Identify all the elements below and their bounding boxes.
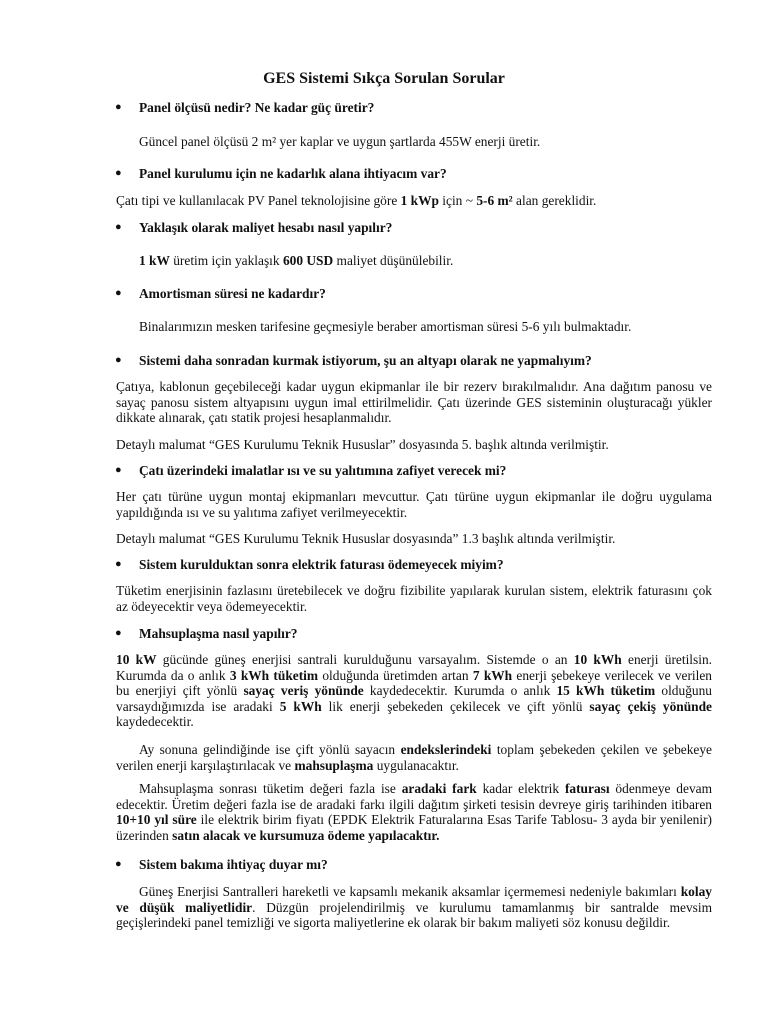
answer-text: gücünde güneş enerjisi santrali kurulduğunu varsayalım. Sistemde o an (156, 652, 574, 667)
answer-text: ödenmeye devam edecektir. Üretim değeri fazla ise de aradaki farkı ilgili dağıtım şirketi tesisin devreye giriş tarihinden itibaren (116, 781, 713, 812)
answer-invoice: Tüketim enerjisinin fazlasını üretebilecek ve doğru fizibilite yapılarak kurulan sistem, elektrik faturasını çok az ödeyecektir veya ödemeyecektir. (116, 583, 712, 614)
answer-maintenance (116, 884, 712, 931)
question-cost: Yaklaşık olarak maliyet hesabı nasıl yapılır? (139, 220, 393, 235)
answer-emphasis: 5-6 m² (476, 193, 513, 208)
answer-emphasis: 5 kWh (279, 698, 322, 714)
answer-text: alan gereklidir. (512, 193, 597, 208)
answer-text: Ay sonuna gelindiğinde ise çift yönlü sayacın (139, 742, 401, 757)
answer-infrastructure-details: Detaylı malumat “GES Kurulumu Teknik Hususlar” dosyasında 5. başlık altında verilmiştir. (116, 437, 609, 452)
answer-text: kaydedecektir. Kurumda o anlık (363, 683, 557, 699)
question-maintenance: Sistem bakıma ihtiyaç duyar mı? (139, 857, 328, 872)
answer-emphasis: sayaç veriş yönünde (243, 683, 364, 699)
answer-emphasis: mahsuplaşma (294, 757, 374, 773)
answer-text: enerji şebekeye verilecek ve verilen bu enerjiyi çift yönlü (116, 667, 713, 699)
answer-netting-month-end (116, 742, 712, 773)
answer-emphasis: 10+10 yıl süre (116, 812, 197, 828)
answer-netting-after (116, 781, 712, 843)
answer-emphasis: sayaç çekiş yönünde (589, 698, 713, 714)
answer-text: uygulanacaktır. (373, 757, 459, 773)
question-netting: Mahsuplaşma nasıl yapılır? (139, 626, 298, 641)
answer-emphasis: faturası (564, 781, 610, 796)
bullet-icon: ● (115, 101, 122, 113)
answer-cost (139, 253, 712, 269)
answer-emphasis: 3 kWh tüketim (229, 667, 319, 683)
question-insulation: Çatı üzerindeki imalatlar ısı ve su yalıtımına zafiyet verecek mi? (139, 463, 507, 478)
bullet-icon: ● (115, 464, 122, 476)
question-area-needed: Panel kurulumu için ne kadarlık alana ihtiyacım var? (139, 166, 447, 181)
answer-emphasis: 10 kW (116, 652, 157, 667)
answer-emphasis: kolay ve düşük maliyetlidir (116, 884, 712, 915)
answer-text: Mahsuplaşma sonrası tüketim değeri fazla ise (139, 781, 402, 796)
answer-insulation: Her çatı türüne uygun montaj ekipmanları mevcuttur. Çatı türüne uygun ekipmanlar ile doğru uygulama yapıldığında ısı ve su yalıtıma zafiyet verilmeyecektir. (116, 489, 712, 520)
answer-emphasis: 7 kWh (472, 667, 513, 683)
bullet-icon: ● (115, 354, 122, 366)
bullet-icon: ● (115, 221, 122, 233)
bullet-icon: ● (115, 627, 122, 639)
question-invoice: Sistem kurulduktan sonra elektrik faturası ödemeyecek miyim? (139, 557, 504, 572)
answer-text: maliyet düşünülebilir. (333, 253, 454, 268)
answer-emphasis: 1 kWp (400, 193, 439, 208)
answer-text: Güneş Enerjisi Santralleri hareketli ve kapsamlı mekanik aksamlar içermemesi nedeniyle bakımları (139, 884, 681, 899)
answer-emphasis: 15 kWh tüketim (556, 683, 656, 699)
answer-text: Çatı tipi ve kullanılacak PV Panel teknolojisine göre (116, 193, 401, 208)
answer-amortization: Binalarımızın mesken tarifesine geçmesiyle beraber amortisman süresi 5-6 yılı bulmaktadır. (139, 319, 632, 334)
answer-text: üretim için yaklaşık (169, 253, 283, 268)
answer-text: toplam şebekeden çekilen ve şebekeye verilen enerji karşılaştırılacak ve (116, 742, 712, 773)
answer-netting-example (116, 652, 712, 730)
bullet-icon: ● (115, 558, 122, 570)
answer-area-needed (116, 193, 712, 209)
answer-emphasis: satın alacak ve kursumuza ödeme yapılacaktır. (172, 827, 440, 843)
answer-text: için ~ (438, 193, 477, 208)
answer-infrastructure: Çatıya, kablonun geçebileceği kadar uygun ekipmanlar ile bir rezerv bırakılmalıdır. Ana dağıtım panosu ve sayaç panosu sistem altyapısını uygun imal ettirilmelidir. Çatı üzerinde GES sisteminin oluşturacağı yükler dikkate alınarak, çatı statik projesi hesaplanmalıdır. (116, 379, 712, 426)
answer-emphasis: endekslerindeki (400, 742, 492, 757)
answer-emphasis: 1 kW (139, 253, 170, 268)
question-amortization: Amortisman süresi ne kadardır? (139, 286, 326, 301)
question-infrastructure: Sistemi daha sonradan kurmak istiyorum, şu an altyapı olarak ne yapmalıyım? (139, 353, 592, 368)
answer-text: lik enerji şebekeden çekilecek ve çift yönlü (321, 698, 590, 714)
question-panel-size: Panel ölçüsü nedir? Ne kadar güç üretir? (139, 100, 375, 115)
answer-text: olduğunda üretimden artan (318, 667, 473, 683)
answer-emphasis: 600 USD (282, 253, 334, 268)
answer-text: enerji üretilsin. Kurumda da o anlık (116, 652, 713, 683)
answer-text: kaydedecektir. (116, 714, 194, 730)
bullet-icon: ● (115, 167, 122, 179)
answer-emphasis: 10 kWh (573, 652, 622, 667)
answer-insulation-details: Detaylı malumat “GES Kurulumu Teknik Hususlar dosyasında” 1.3 başlık altında verilmiştir. (116, 531, 616, 546)
answer-text: ile elektrik birim fiyatı (EPDK Elektrik Faturalarına Esas Tarife Tablosu- 3 ayda bir yenilenir) üzerinden (116, 812, 712, 843)
answer-emphasis: aradaki fark (401, 781, 477, 796)
bullet-icon: ● (115, 287, 122, 299)
answer-text: kadar elektrik (476, 781, 565, 796)
answer-text: . Düzgün projelendirilmiş ve kurulumu tamamlanmış bir santralde mevsim geçişlerindeki panel temizliği ve sigorta maliyetlerine ek olarak bir bakım maliyeti söz konusu değildir. (116, 899, 712, 931)
bullet-icon: ● (115, 858, 122, 870)
answer-text: olduğunu varsaydığımızda ise aradaki (116, 683, 712, 714)
page-title: GES Sistemi Sıkça Sorulan Sorular (263, 70, 505, 87)
answer-panel-size: Güncel panel ölçüsü 2 m² yer kaplar ve uygun şartlarda 455W enerji üretir. (139, 134, 541, 149)
